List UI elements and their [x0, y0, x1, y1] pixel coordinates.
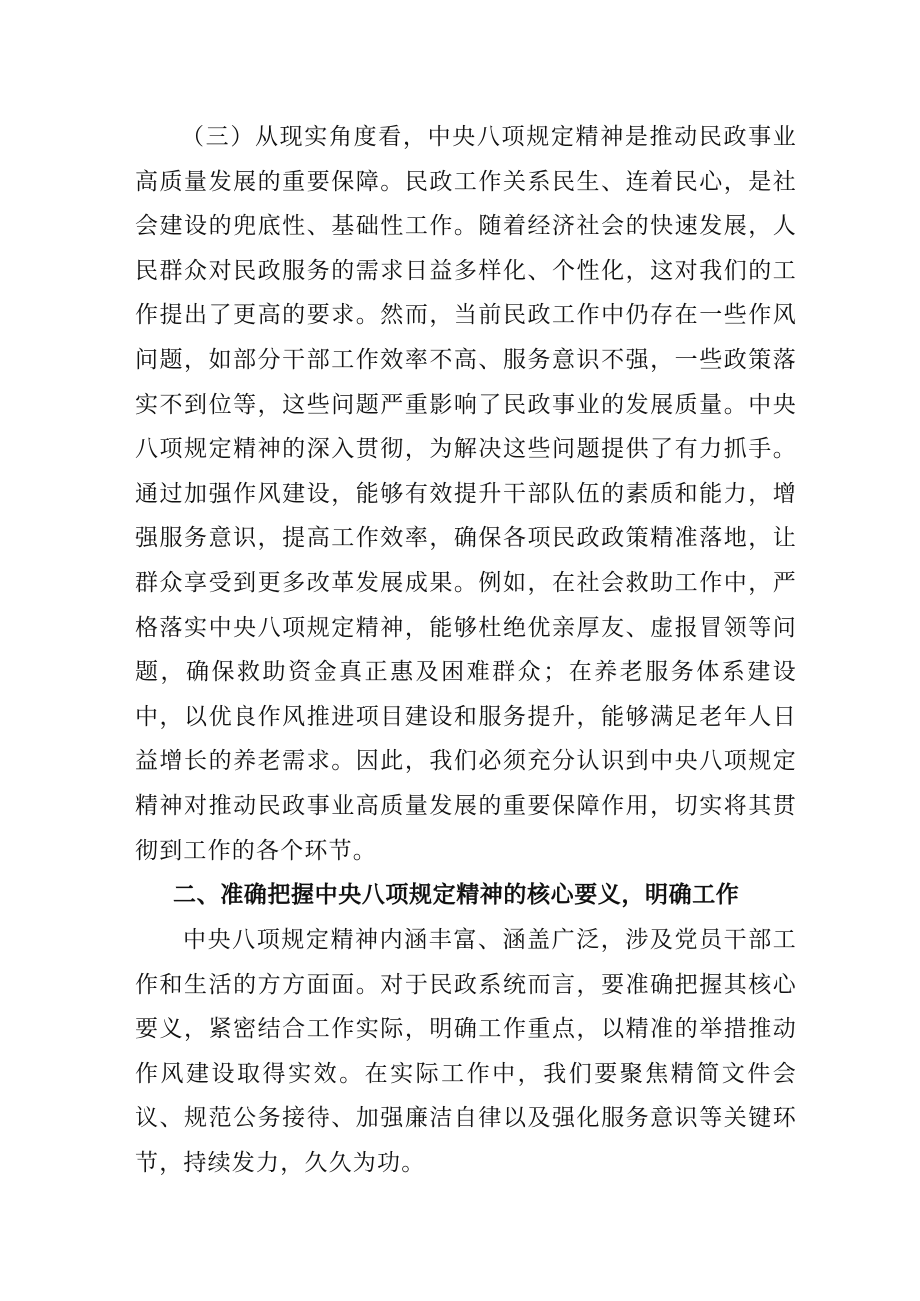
document-body — [135, 115, 797, 1186]
section-heading-two: 二、准确把握中央八项规定精神的核心要义，明确工作 — [173, 882, 740, 909]
paragraph-core-essence: 中央八项规定精神内涵丰富、涵盖广泛，涉及党员干部工作和生活的方方面面。对于民政系统而言，要准确把握其核心要义，紧密结合工作实际，明确工作重点，以精准的举措推动作风建设取得实效。在实际工作中，我们要聚焦精简文件会议、规范公务接待、加强廉洁自律以及强化服务意识等关键环节，持续发力，久久为功。 — [135, 927, 797, 1177]
paragraph-reality-perspective: （三）从现实角度看，中央八项规定精神是推动民政事业高质量发展的重要保障。民政工作关系民生、连着民心，是社会建设的兜底性、基础性工作。随着经济社会的快速发展，人民群众对民政服务的需求日益多样化、个性化，这对我们的工作提出了更高的要求。然而，当前民政工作中仍存在一些作风问题，如部分干部工作效率不高、服务意识不强，一些政策落实不到位等，这些问题严重影响了民政事业的发展质量。中央八项规定精神的深入贯彻，为解决这些问题提供了有力抓手。通过加强作风建设，能够有效提升干部队伍的素质和能力，增强服务意识，提高工作效率，确保各项民政政策精准落地，让群众享受到更多改革发展成果。例如，在社会救助工作中，严格落实中央八项规定精神，能够杜绝优亲厚友、虚报冒领等问题，确保救助资金真正惠及困难群众；在养老服务体系建设中，以优良作风推进项目建设和服务提升，能够满足老年人日益增长的养老需求。因此，我们必须充分认识到中央八项规定精神对推动民政事业高质量发展的重要保障作用，切实将其贯彻到工作的各个环节。 — [135, 124, 797, 864]
